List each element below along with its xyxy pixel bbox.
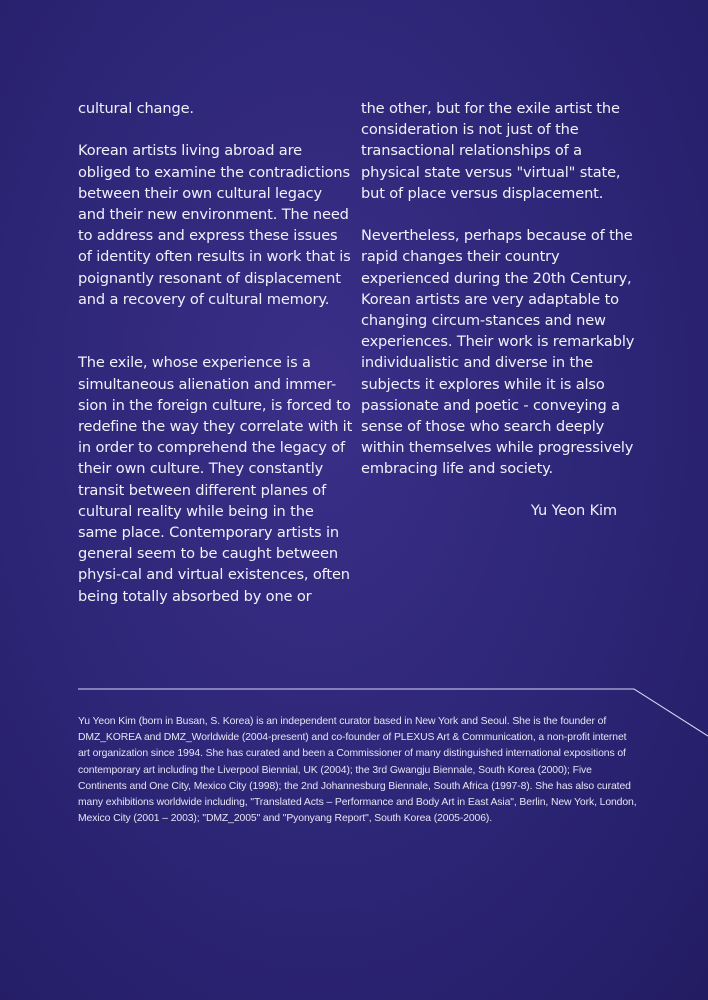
author-bio: Yu Yeon Kim (born in Busan, S. Korea) is an independent curator based in New York and Seoul. She is the founder of DMZ_KOREA and DMZ_Worldwide (2004-present) and co-founder of PLEXUS Art & Communication, a non-profit internet art organization since 1994. She has curated and been a Commissioner of many distinguished international expositions of contemporary art including the Liverpool Biennial, UK (2004); the 3rd Gwangju Biennale, South Korea (2000); Five Continents and One City, Mexico City (1998); the 2nd Johannesburg Biennale, South Africa (1997-8). She has also curated many exhibitions worldwide including, "Translated Acts – Performance and Body Art in East Asia", Berlin, New York, London, Mexico City (2001 – 2003); "DMZ_2005" and "Pyonyang Report", South Korea (2005-2006). xyxy=(78,716,637,825)
author-signature: Yu Yeon Kim xyxy=(530,501,617,519)
essay-paragraph-2: The exile, whose experience is a simultaneous alienation and immer-sion in the foreign culture, is forced to redefine the way they correlate with it in order to comprehend the legacy of their own culture. They constantly transit between different planes of cultural reality while being in the same place. Contemporary artists in general seem to be caught between physi-cal and virtual existences, often being totally absorbed by one or xyxy=(78,354,353,605)
essay-paragraph-continued: the other, but for the exile artist the consideration is not just of the transactional relationships of a physical state versus "virtual" state, but of place versus displacement. xyxy=(361,100,621,202)
essay-fragment-start: cultural change. xyxy=(78,100,194,117)
essay-paragraph-1: Korean artists living abroad are obliged to examine the contradictions between their own cultural legacy and their new environment. The need to address and express these issues of identity often results in work that is poignantly resonant of displacement and a recovery of cultural memory. xyxy=(78,142,351,308)
essay-paragraph-3: Nevertheless, perhaps because of the rapid changes their country experienced during the 20th Century, Korean artists are very adaptable to changing circum-stances and new experiences. Their work is remarkably individualistic and diverse in the subjects it explores while it is also passionate and poetic - conveying a sense of those who search deeply within themselves while progressively embracing life and society. xyxy=(361,227,635,478)
